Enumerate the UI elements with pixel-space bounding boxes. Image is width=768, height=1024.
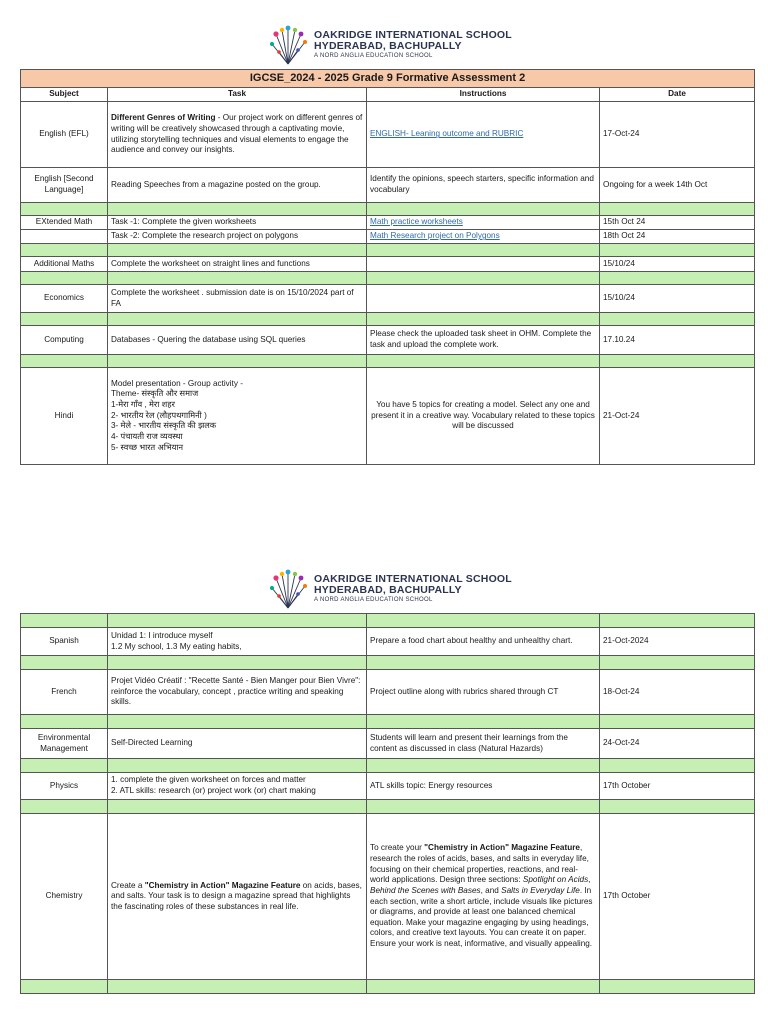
instructions-text: , and xyxy=(480,885,502,895)
instructions-cell: Project outline along with rubrics shared through CT xyxy=(367,670,600,715)
header-subject: Subject xyxy=(21,88,108,102)
instructions-italic-text: Salts in Everyday Life xyxy=(501,885,580,895)
header-date: Date xyxy=(600,88,755,102)
task-text: on acids, bases, and salts. Your task is to design a magazine spread that highlights the fascinating roles of these substances in real life. xyxy=(111,880,362,911)
task-bold-text: Different Genres of Writing xyxy=(111,113,216,123)
subject-cell: French xyxy=(21,670,108,715)
math-worksheets-link[interactable]: Math practice worksheets xyxy=(370,217,463,227)
school-name-line1: OAKRIDGE INTERNATIONAL SCHOOL xyxy=(314,573,512,586)
school-emblem-icon xyxy=(268,568,308,610)
hindi-task-line: 3- मेले - भारतीय संस्कृति की झलक xyxy=(111,421,217,431)
table-row xyxy=(21,257,755,272)
spacer-row xyxy=(21,203,755,216)
date-cell: Ongoing for a week 14th Oct xyxy=(600,168,755,203)
instructions-cell: ATL skills topic: Energy resources xyxy=(367,773,600,800)
task-cell xyxy=(108,773,367,800)
table-title: IGCSE_2024 - 2025 Grade 9 Formative Assessment 2 xyxy=(21,70,755,88)
english-rubric-link[interactable]: ENGLISH- Leaning outcome and RUBRIC xyxy=(370,129,524,139)
instructions-text: To create your xyxy=(370,843,425,853)
subject-cell: EXtended Math xyxy=(21,216,108,230)
table-row xyxy=(21,285,755,313)
school-name-line2: HYDERABAD, BACHUPALLY xyxy=(314,584,462,597)
task-cell xyxy=(108,102,367,168)
instructions-text: , xyxy=(588,875,591,885)
instructions-cell xyxy=(367,230,600,244)
task-cell: Reading Speeches from a magazine posted on the group. xyxy=(108,168,367,203)
task-cell: Task -2: Complete the research project on polygons xyxy=(108,230,367,244)
instructions-italic-text: Spotlight on Acids xyxy=(522,875,589,885)
spacer-row xyxy=(21,800,755,814)
date-cell: 17th October xyxy=(600,773,755,800)
subject-cell: English (EFL) xyxy=(21,102,108,168)
table-row xyxy=(21,773,755,800)
hindi-task-line: 1-मेरा गाँव , मेरा शहर xyxy=(111,400,175,410)
spacer-row xyxy=(21,355,755,368)
assessment-table-page2 xyxy=(20,613,755,994)
task-bold-text: "Chemistry in Action" Magazine Feature xyxy=(144,880,301,890)
date-cell: 17.10.24 xyxy=(600,326,755,355)
school-name-line1: OAKRIDGE INTERNATIONAL SCHOOL xyxy=(314,29,512,42)
task-text: - Our project work on different genres of writing will be creatively showcased through a captivating movie, utilizing storytelling techniques and visual elements to engage the audience and convey our insights. xyxy=(111,113,363,155)
instructions-cell: Please check the uploaded task sheet in OHM. Complete the task and upload the complete work. xyxy=(367,326,600,355)
task-cell: Task -1: Complete the given worksheets xyxy=(108,216,367,230)
header-task: Task xyxy=(108,88,367,102)
subject-cell: Chemistry xyxy=(21,814,108,980)
instructions-cell: Students will learn and present their learnings from the content as discussed in class (Natural Hazards) xyxy=(367,729,600,759)
instructions-cell xyxy=(367,257,600,272)
spacer-row xyxy=(21,272,755,285)
subject-cell: Economics xyxy=(21,285,108,313)
table-title-row xyxy=(21,70,755,88)
table-row xyxy=(21,814,755,980)
spacer-row xyxy=(21,715,755,729)
school-name-line2: HYDERABAD, BACHUPALLY xyxy=(314,40,462,53)
date-cell: 21-Oct-24 xyxy=(600,368,755,465)
instructions-text: . In each section, write a short article, include visuals like pictures or diagrams, and provide at least one balanced chemical equation. Make your magazine engaging by using headings, colors, and creative text layouts. You can create it on paper. Ensure your work is neat, informative, and visually appealing. xyxy=(370,885,593,949)
table-row xyxy=(21,368,755,465)
math-research-link[interactable]: Math Research project on Polygons xyxy=(370,231,500,241)
school-logo xyxy=(268,24,512,66)
subject-cell: Additional Maths xyxy=(21,257,108,272)
spacer-row xyxy=(21,980,755,994)
instructions-bold-text: "Chemistry in Action" Magazine Feature xyxy=(424,843,580,853)
hindi-task-line: 5- स्वच्छ भारत अभियान xyxy=(111,442,184,452)
hindi-task-line: Model presentation - Group activity - xyxy=(111,378,243,388)
date-cell: 15th Oct 24 xyxy=(600,216,755,230)
table-row xyxy=(21,102,755,168)
task-cell: Complete the worksheet . submission date is on 15/10/2024 part of FA xyxy=(108,285,367,313)
header-row xyxy=(21,88,755,102)
table-row xyxy=(21,670,755,715)
date-cell: 15/10/24 xyxy=(600,257,755,272)
date-cell: 21-Oct-2024 xyxy=(600,628,755,656)
instructions-cell: You have 5 topics for creating a model. Select any one and present it in a creative way. Vocabulary related to these topics will be discussed xyxy=(367,368,600,465)
hindi-task-line: 4- पंचायती राज व्यवस्था xyxy=(111,431,183,441)
task-line: 1. complete the given worksheet on forces and matter xyxy=(111,775,306,785)
school-emblem-icon xyxy=(268,24,308,66)
instructions-text: , research the roles of acids, bases, and salts in everyday life, focusing on their chemical properties, reactions, and real-world applications. Design three sections: xyxy=(370,843,589,885)
task-cell: Databases - Quering the database using SQL queries xyxy=(108,326,367,355)
table-row xyxy=(21,216,755,230)
spacer-row xyxy=(21,614,755,628)
subject-cell: Environmental Management xyxy=(21,729,108,759)
spacer-row xyxy=(21,244,755,257)
task-cell xyxy=(108,814,367,980)
date-cell: 24-Oct-24 xyxy=(600,729,755,759)
task-cell xyxy=(108,628,367,656)
table-row xyxy=(21,230,755,244)
table-row xyxy=(21,326,755,355)
assessment-table-page1 xyxy=(20,69,755,465)
task-cell: Self-Directed Learning xyxy=(108,729,367,759)
header-instructions: Instructions xyxy=(367,88,600,102)
task-line: Unidad 1: I introduce myself xyxy=(111,630,213,640)
subject-cell: English [Second Language] xyxy=(21,168,108,203)
task-cell xyxy=(108,368,367,465)
school-tagline: A NORD ANGLIA EDUCATION SCHOOL xyxy=(314,53,433,60)
instructions-cell xyxy=(367,814,600,980)
date-cell: 17th October xyxy=(600,814,755,980)
date-cell: 18-Oct-24 xyxy=(600,670,755,715)
subject-cell: Physics xyxy=(21,773,108,800)
school-tagline: A NORD ANGLIA EDUCATION SCHOOL xyxy=(314,597,433,604)
instructions-cell xyxy=(367,285,600,313)
instructions-cell xyxy=(367,216,600,230)
spacer-row xyxy=(21,759,755,773)
subject-cell xyxy=(21,230,108,244)
task-line: 1.2 My school, 1.3 My eating habits, xyxy=(111,641,242,651)
table-row xyxy=(21,628,755,656)
spacer-row xyxy=(21,313,755,326)
instructions-cell xyxy=(367,102,600,168)
subject-cell: Computing xyxy=(21,326,108,355)
instructions-cell: Identify the opinions, speech starters, specific information and vocabulary xyxy=(367,168,600,203)
task-cell: Complete the worksheet on straight lines and functions xyxy=(108,257,367,272)
instructions-italic-text: Behind the Scenes with Bases xyxy=(370,885,481,895)
date-cell: 18th Oct 24 xyxy=(600,230,755,244)
spacer-row xyxy=(21,656,755,670)
school-logo xyxy=(268,568,512,610)
subject-cell: Hindi xyxy=(21,368,108,465)
task-cell: Projet Vidéo Créatif : "Recette Santé - Bien Manger pour Bien Vivre": reinforce the vocabulary, concept , practice writing and speaking skills. xyxy=(108,670,367,715)
hindi-task-line: Theme- संस्कृति और समाज xyxy=(111,389,199,399)
task-line: 2. ATL skills: research (or) project work (or) chart making xyxy=(111,786,316,795)
table-row xyxy=(21,168,755,203)
table-row xyxy=(21,729,755,759)
task-text: Create a xyxy=(111,880,145,890)
date-cell: 17-Oct-24 xyxy=(600,102,755,168)
instructions-cell: Prepare a food chart about healthy and unhealthy chart. xyxy=(367,628,600,656)
date-cell: 15/10/24 xyxy=(600,285,755,313)
hindi-task-line: 2- भारतीय रेल (लौहपथगामिनी ) xyxy=(111,410,207,420)
subject-cell: Spanish xyxy=(21,628,108,656)
